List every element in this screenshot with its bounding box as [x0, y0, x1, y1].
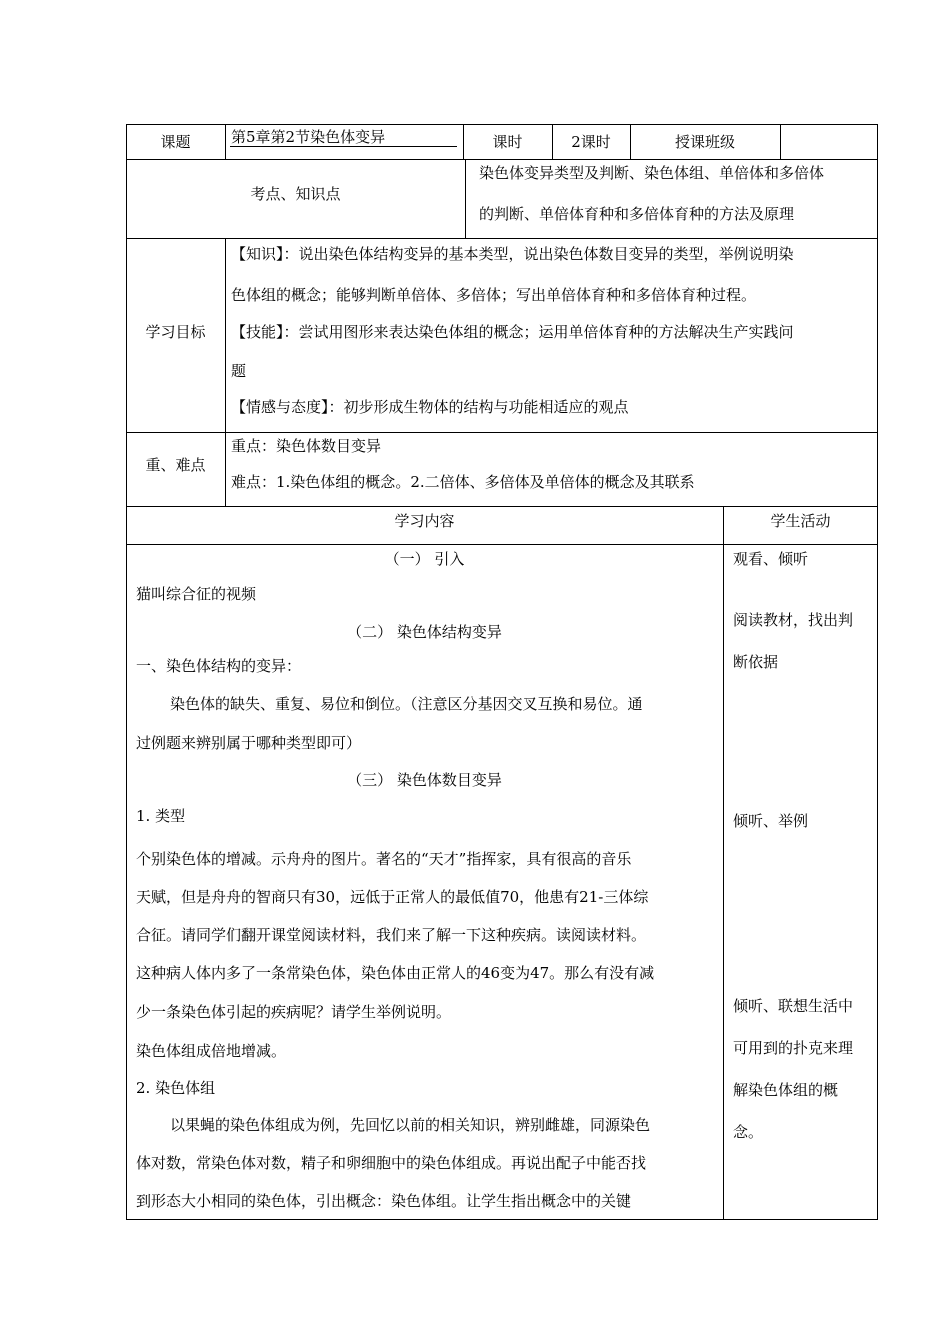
- objectives-label: 学习目标: [145, 323, 206, 341]
- content-line: 到形态大小相同的染色体，引出概念：染色体组。让学生指出概念中的关键: [136, 1192, 632, 1210]
- hours-value: 2课时: [571, 133, 611, 151]
- row-divider: [126, 506, 878, 507]
- activity-line: 可用到的扑克来理: [733, 1039, 854, 1057]
- column-divider: [225, 124, 226, 159]
- knowledge-label: 考点、知识点: [250, 185, 341, 203]
- activity-line: 解染色体组的概: [733, 1081, 839, 1099]
- activity-line: 断依据: [733, 653, 779, 671]
- content-line: 少一条染色体引起的疾病呢？请学生举例说明。: [136, 1003, 452, 1021]
- objective-line: 【情感与态度】：初步形成生物体的结构与功能相适应的观点: [231, 398, 629, 416]
- activity-header: 学生活动: [770, 512, 831, 530]
- content-line: 这种病人体内多了一条常染色体，染色体由正常人的46变为47。那么有没有减: [136, 964, 655, 982]
- topic-underline: [230, 146, 457, 147]
- knowledge-line: 的判断、单倍体育种和多倍体育种的方法及原理: [479, 205, 795, 223]
- row-divider: [126, 238, 878, 239]
- section-heading: （一） 引入: [384, 550, 465, 568]
- row-divider: [126, 432, 878, 433]
- activity-line: 倾听、联想生活中: [733, 997, 854, 1015]
- objective-line: 【知识】：说出染色体结构变异的基本类型，说出染色体数目变异的类型，举例说明染: [231, 245, 794, 263]
- content-header: 学习内容: [394, 512, 455, 530]
- key-point-line: 难点：1.染色体组的概念。2.二倍体、多倍体及单倍体的概念及其联系: [231, 473, 695, 491]
- row-divider: [126, 544, 878, 545]
- topic-value: 第5章第2节染色体变异: [231, 128, 386, 146]
- content-line: 一、染色体结构的变异：: [136, 657, 302, 675]
- activity-line: 倾听、举例: [733, 812, 809, 830]
- content-line: 猫叫综合征的视频: [136, 585, 257, 603]
- content-line: 天赋，但是舟舟的智商只有30，远低于正常人的最低值70，他患有21-三体综: [136, 888, 649, 906]
- column-divider: [723, 506, 724, 1220]
- content-line: 体对数，常染色体对数，精子和卵细胞中的染色体组成。再说出配子中能否找: [136, 1154, 647, 1172]
- class-label: 授课班级: [674, 133, 735, 151]
- key-points-label: 重、难点: [145, 456, 206, 474]
- row-divider: [126, 159, 878, 160]
- section-heading: （二） 染色体结构变异: [347, 623, 502, 641]
- content-line: 染色体组成倍地增减。: [136, 1042, 287, 1060]
- knowledge-line: 染色体变异类型及判断、染色体组、单倍体和多倍体: [479, 164, 825, 182]
- content-line: 合征。请同学们翻开课堂阅读材料，我们来了解一下这种疾病。读阅读材料。: [136, 926, 647, 944]
- section-heading: （三） 染色体数目变异: [347, 771, 502, 789]
- column-divider: [225, 238, 226, 506]
- objective-line: 色体组的概念；能够判断单倍体、多倍体；写出单倍体育种和多倍体育种过程。: [231, 286, 757, 304]
- activity-line: 阅读教材，找出判: [733, 611, 854, 629]
- column-divider: [465, 159, 466, 238]
- hours-label: 课时: [492, 133, 523, 151]
- activity-line: 观看、倾听: [733, 550, 809, 568]
- content-line: 以果蝇的染色体组成为例，先回忆以前的相关知识，辨别雌雄，同源染色: [170, 1116, 651, 1134]
- content-line: 个别染色体的增减。示舟舟的图片。著名的“天才”指挥家，具有很高的音乐: [136, 850, 632, 868]
- content-line: 1. 类型: [136, 807, 186, 825]
- objective-line: 题: [231, 362, 247, 380]
- activity-line: 念。: [733, 1123, 764, 1141]
- column-divider: [780, 124, 781, 159]
- content-line: 过例题来辨别属于哪种类型即可）: [136, 734, 362, 752]
- topic-label: 课题: [160, 133, 191, 151]
- objective-line: 【技能】：尝试用图形来表达染色体组的概念；运用单倍体育种的方法解决生产实践问: [231, 323, 794, 341]
- key-point-line: 重点：染色体数目变异: [231, 437, 382, 455]
- content-line: 染色体的缺失、重复、易位和倒位。（注意区分基因交叉互换和易位。通: [170, 695, 643, 713]
- content-line: 2. 染色体组: [136, 1079, 216, 1097]
